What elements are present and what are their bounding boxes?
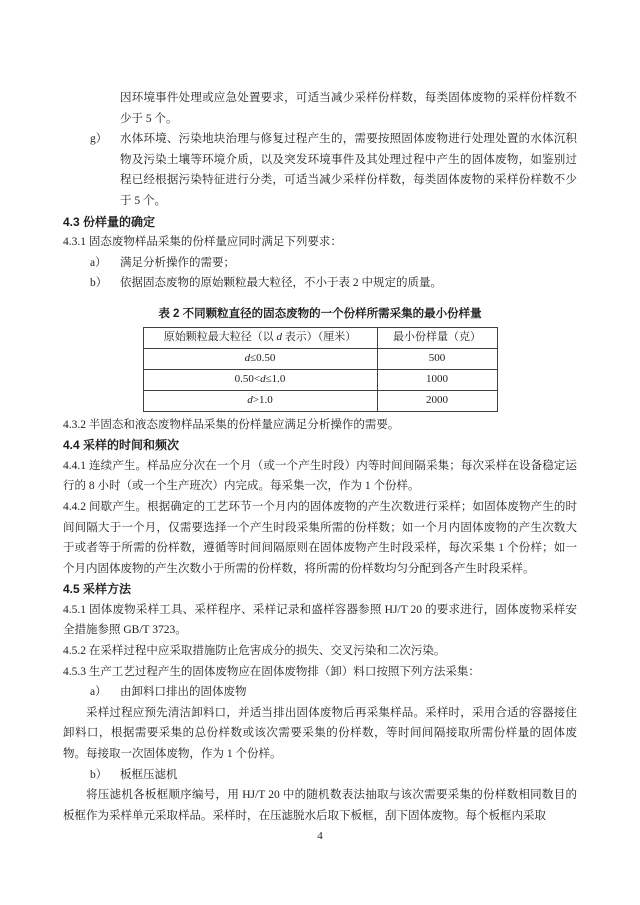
page-number: 4 (317, 830, 323, 843)
header-col1-pre: 原始颗粒最大粒径（以 (163, 331, 277, 344)
table-header-row (143, 327, 497, 348)
cell-value: 1000 (377, 369, 497, 390)
table-header-min-mass: 最小份样量（克） (377, 327, 497, 348)
list-item-g-text: 水体环境、污染地块治理与修复过程产生的，需要按照固体废物进行处理处置的水体沉积物及污染土壤等环境介质，以及突发环境事件及其处理过程中产生的固体废物，如鉴别过程已经根据污染特征进行分类，可适当减少采样份样数，每类固体废物的采样份样数不少于 5 个。 (120, 133, 577, 207)
paragraph-4-5-2: 4.5.2 在采样过程中应采取措施防止危害成分的损失、交叉污染和二次污染。 (63, 645, 446, 658)
cond-post: >1.0 (252, 394, 273, 407)
paragraph-filter-press: 将压滤机各板框顺序编号，用 HJ/T 20 中的随机数表法抽取与该次需要采集的份样数相同数目的板框作为采样单元采取样品。采样时，在压滤脱水后取下板框，刮下固体废物。每个板框内采取 (63, 789, 577, 822)
heading-4-3: 4.3 份样量的确定 (63, 214, 156, 229)
list-marker-a: a） (90, 686, 107, 699)
paragraph-4-5-1: 4.5.1 固体废物采样工具、采样程序、采样记录和盛样容器参照 HJ/T 20 的要求进行，固体废物采样安全措施参照 GB/T 3723。 (63, 603, 577, 637)
list-item-a-text: 由卸料口排出的固体废物 (120, 686, 247, 699)
variable-d: d (247, 394, 253, 407)
paragraph-4-4-1: 4.4.1 连续产生。样品应分次在一个月（或一个产生时段）内等时间间隔采集；每次采样在设备稳定运行的 8 小时（或一个生产班次）内完成。每采集一次，作为 1 个份样。 (63, 459, 577, 493)
cond-pre: 0.50< (234, 373, 261, 386)
cell-value: 500 (377, 348, 497, 369)
list-item-g (63, 129, 577, 211)
table-row (143, 348, 497, 369)
cell-condition (143, 390, 377, 411)
list-marker-g: g） (90, 133, 108, 146)
variable-d: d (260, 373, 266, 386)
variable-d: d (244, 352, 251, 365)
cond-post: ≤1.0 (265, 373, 286, 386)
list-item-a-431 (63, 253, 577, 274)
paragraph-4-4-2: 4.4.2 间歇产生。根据确定的工艺环节一个月内的固体废物的产生次数进行采样；如固体废物产生的时间间隔大于一个月，仅需要选择一个产生时段采集所需的份样数；如一个月内固体废物的产生次数大于或者等于所需的份样数，遵循等时间间隔原则在固体废物产生时段采样，每次采集 1 个份样；如一个月内固体废物的产生次数小于所需的份样数，将所需的份样数均匀分配到各产生时段采样。 (63, 500, 577, 575)
table-2-caption: 表 2 不同颗粒直径的固态废物的一个份样所需采集的最小份样量 (158, 307, 482, 320)
paragraph-discharge-port: 采样过程应预先清洁卸料口，并适当排出固体废物后再采集样品。采样时，采用合适的容器接住卸料口，根据需要采集的总份样数或该次需要采集的份样数，等时间间隔接取所需份样量的固体废物。每接取一次固体废物，作为 1 个份样。 (63, 706, 577, 761)
list-item-b-text: 依据固态废物的原始颗粒最大粒径，不小于表 2 中规定的质量。 (120, 277, 442, 290)
list-item-b-text: 板框压滤机 (120, 768, 178, 781)
list-marker-b: b） (90, 768, 108, 781)
list-item-b-431 (63, 273, 577, 294)
heading-4-5: 4.5 采样方法 (63, 582, 132, 597)
paragraph-4-5-3: 4.5.3 生产工艺过程产生的固体废物应在固体废物排（卸）料口按照下列方法采集： (63, 665, 480, 678)
paragraph-4-3-2: 4.3.2 半固态和液态废物样品采集的份样量应满足分析操作的需要。 (63, 418, 400, 431)
paragraph-item-f-continuation: 因环境事件处理或应急处置要求，可适当减少采样份样数，每类固体废物的采样份样数不少于 5 个。 (120, 92, 577, 125)
table-row (143, 369, 497, 390)
list-marker-a: a） (90, 256, 107, 269)
cell-value: 2000 (377, 390, 497, 411)
variable-d: d (276, 331, 282, 344)
list-item-a-453 (63, 682, 577, 703)
cell-condition (143, 369, 377, 390)
heading-4-4: 4.4 采样的时间和频次 (63, 438, 180, 453)
list-marker-b: b） (90, 277, 108, 290)
table-2 (143, 327, 498, 412)
header-col1-post: 表示）（厘米） (282, 331, 357, 344)
list-item-a-text: 满足分析操作的需要； (120, 256, 235, 269)
cell-condition (143, 348, 377, 369)
cond-post: ≤0.50 (250, 352, 276, 365)
table-header-particle-size (143, 327, 377, 348)
paragraph-4-3-1: 4.3.1 固态废物样品采集的份样量应同时满足下列要求： (63, 236, 342, 249)
list-item-b-453 (63, 765, 577, 786)
table-row (143, 390, 497, 411)
